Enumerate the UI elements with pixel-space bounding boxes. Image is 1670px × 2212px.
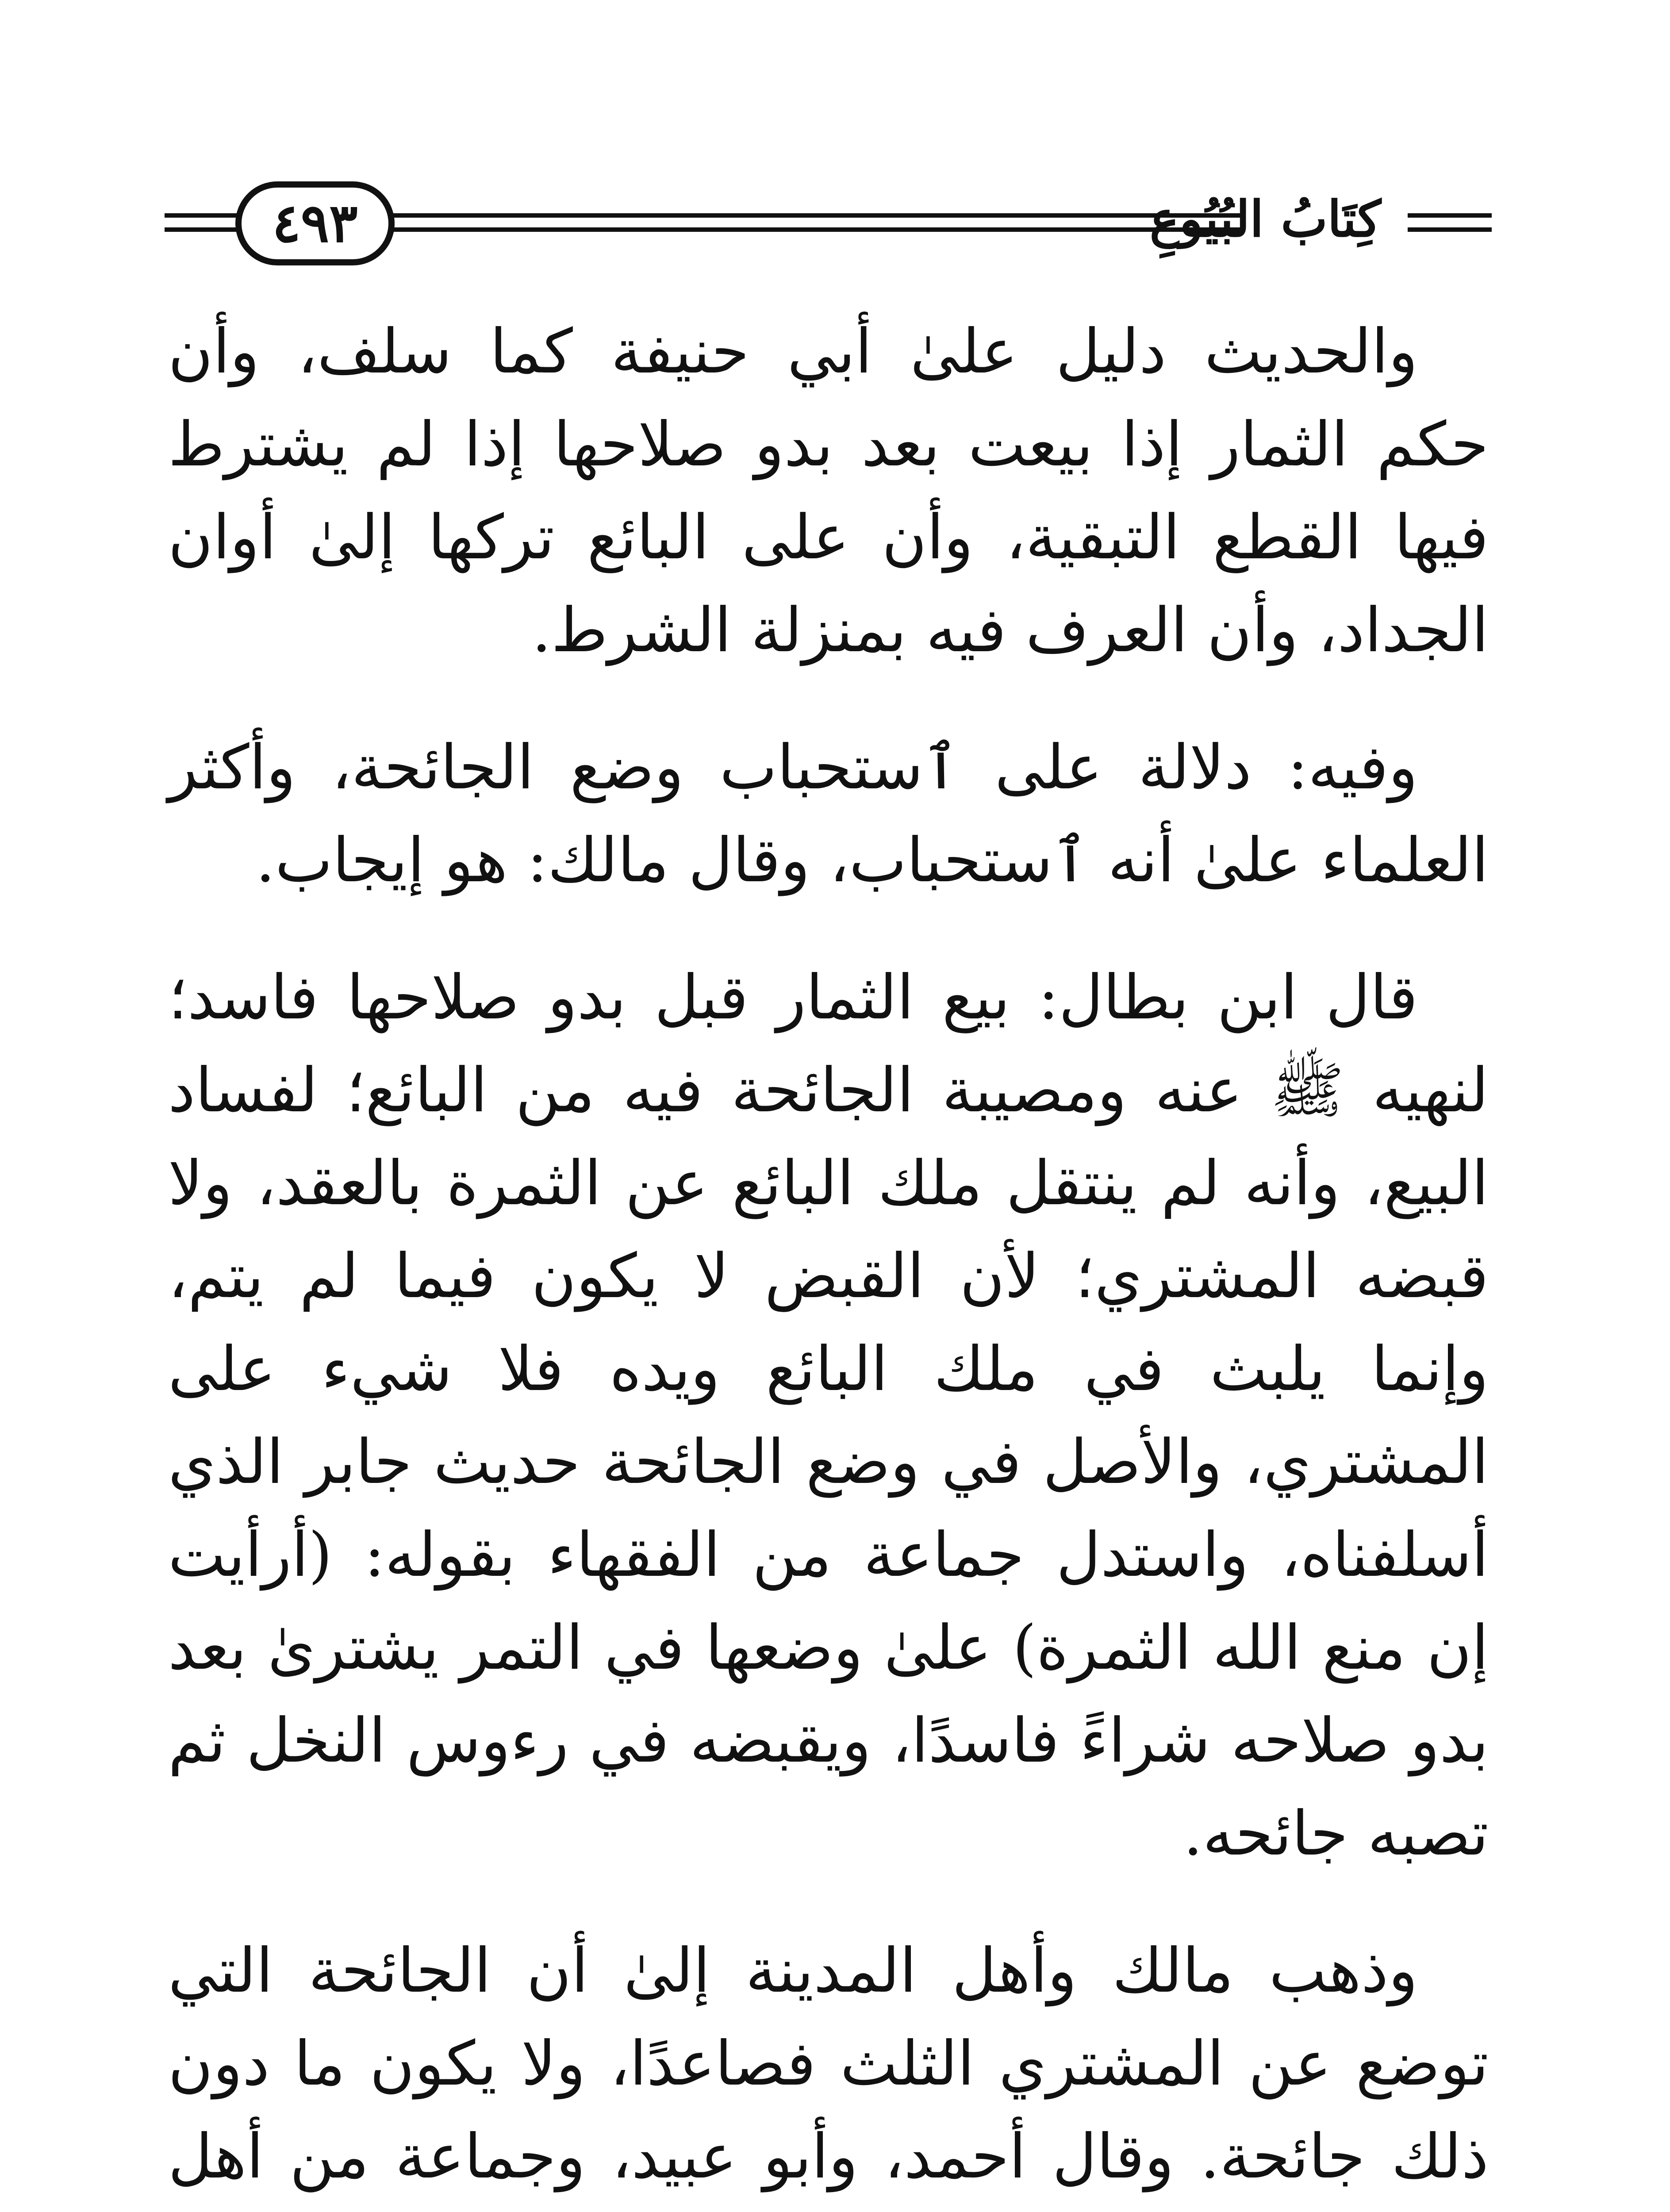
header-rule-left-bottom [165,227,244,232]
page-number: ٤٩٣ [272,192,358,254]
page-body [168,305,1489,2212]
paragraph-3: قال ابن بطال: بيع الثمار قبل بدو صلاحها فاسد؛ لنهيه ﷺ عنه ومصيبة الجائحة فيه من البائع؛ لفساد البيع، وأنه لم ينتقل ملك البائع عن الثمرة بالعقد، ولا قبضه المشتري؛ لأن القبض لا يكون فيما لم يتم، وإنما يلبث في ملك البائع ويده فلا شيء على المشتري، والأصل في وضع الجائحة حديث جابر الذي أسلفناه، واستدل جماعة من الفقهاء بقوله: (أرأيت إن منع الله الثمرة) علىٰ وضعها في التمر يشترىٰ بعد بدو صلاحه شراءً فاسدًا، ويقبضه في رءوس النخل ثم تصبه جائحه. [168,962,1489,1869]
page-number-badge [235,181,395,265]
book-title: كِتَابُ البُيُوعِ [1149,190,1381,248]
header-rule-right-bottom [1408,227,1492,232]
paragraph-2: وفيه: دلالة على ٱستحباب وضع الجائحة، وأكثر العلماء علىٰ أنه ٱستحباب، وقال مالك: هو إيجاب. [168,732,1489,896]
paragraph-4 [168,1924,1489,2212]
paragraph-1: والحديث دليل علىٰ أبي حنيفة كما سلف، وأن حكم الثمار إذا بيعت بعد بدو صلاحها إذا لم يشترط فيها القطع التبقية، وأن على البائع تركها إلىٰ أوان الجداد، وأن العرف فيه بمنزلة الشرط. [168,316,1489,666]
header-rule-bottom [386,227,1244,232]
header-rule-left-top [165,213,244,218]
header-rule-top [386,213,1244,218]
header-rule-right-top [1408,213,1492,218]
paragraph-4-part-1: وذهب مالك وأهل المدينة إلىٰ أن الجائحة التي توضع عن المشتري الثلث فصاعدًا، ولا يكون ما دون ذلك جائحة. وقال أحمد، وأبو عبيد، وجماعة من أهل [168,1935,1489,2192]
page-header [165,173,1492,288]
